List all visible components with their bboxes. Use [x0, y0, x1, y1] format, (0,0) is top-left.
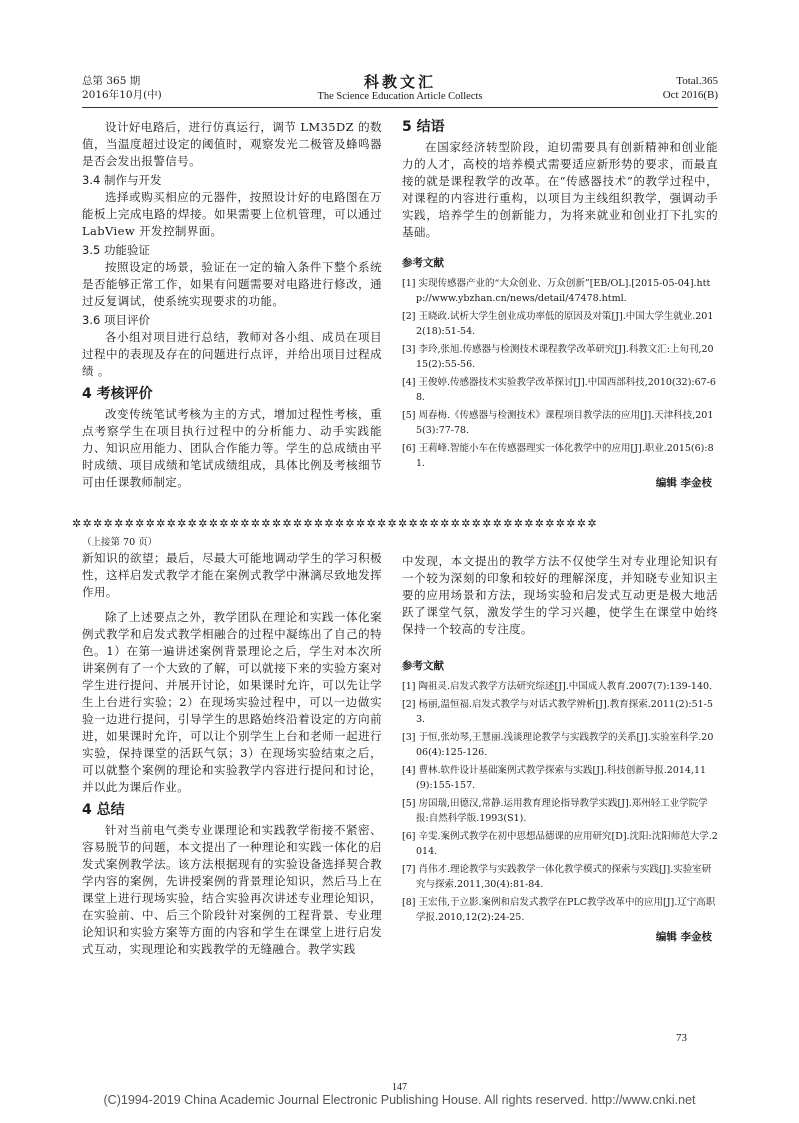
copyright-footer: (C)1994-2019 China Academic Journal Electronic Publishing House. All rights reserved. http://www.cnki.net [103, 1093, 696, 1107]
running-header [82, 74, 718, 106]
paragraph: 除了上述要点之外，教学团队在理论和实践一体化案例式教学和启发式教学相融合的过程中凝练出了自己的特色。1）在第一遍讲述案例背景理论之后，学生对本次所讲案例有了一个大致的了解，可以就接下来的实验方案对学生进行提问、并展开讨论，如果课时允许，可以先让学生上台进行实验；2）在现场实验过程中，可以一边做实验一边进行提问，引导学生的思路始终沿着设定的方向前进，如果课时允许，可以让个别学生上台和老师一起进行实验，保持课堂的活跃气氛；3）在现场实验结束之后，可以就整个案例的理论和实验教学内容进行提问和讨论，并以此为课后作业。 [82, 610, 382, 794]
section-heading-5: 5 结语 [402, 119, 445, 135]
reference-item: [1] 陶祖灵.启发式教学方法研究综述[J].中国成人教育.2007(7):139-140. [402, 681, 713, 692]
references-heading: 参考文献 [402, 660, 444, 672]
header-center [82, 74, 718, 103]
section-heading-3-4: 3.4 制作与开发 [82, 173, 162, 187]
reference-item: [7] 肖伟才.理论教学与实践教学一体化教学模式的探索与实践[J].实验室研究与探索.2011,30(4):81-84. [402, 864, 712, 890]
editor-credit: 编辑 李金枝 [655, 931, 712, 943]
paragraph: 新知识的欲望；最后，尽最大可能地调动学生的学习积极性，这样启发式教学才能在案例式教学中淋漓尽致地发挥作用。 [82, 551, 382, 599]
star-separator: ✲✲✲✲✲✲✲✲✲✲✲✲✲✲✲✲✲✲✲✲✲✲✲✲✲✲✲✲✲✲✲✲✲✲✲✲✲✲✲✲✲✲✲✲✲✲✲✲✲✲ [72, 517, 598, 530]
paragraph: 在国家经济转型阶段，迫切需要具有创新精神和创业能力的人才，高校的培养模式需要适应新形势的要求，而最直接的就是课程教学的改革。在“传感器技术”的教学过程中，对课程的内容进行重构，以项目为主线组织教学，强调动手实践，培养学生的创新能力，为将来就业和创业打下扎实的基础。 [402, 140, 718, 239]
journal-logo-cn: 科教文汇 [363, 73, 436, 91]
reference-item: [2] 杨丽,温恒福.启发式教学与对话式教学辨析[J].教育探索.2011(2):51-53. [402, 699, 713, 725]
pdf-page-number: 147 [392, 1082, 407, 1093]
reference-item: [6] 王莉峰.智能小车在传感器理实一体化教学中的应用[J].职业.2015(6):81. [402, 443, 714, 469]
paragraph: 设计好电路后，进行仿真运行，调节 LM35DZ 的数值，当温度超过设定的阈值时，观察发光二极管及蜂鸣器是否会发出报警信号。 [82, 120, 382, 168]
top-left-column [82, 119, 382, 491]
page-number: 73 [676, 1032, 687, 1044]
reference-item: [5] 房国瑞,田德汉,常静.运用教育理论指导教学实践[J].郑州轻工业学院学报:自然科学版.1993(S1). [402, 798, 708, 824]
bottom-right-column [402, 553, 718, 944]
bottom-left-column [82, 534, 382, 958]
editor-credit: 编辑 李金枝 [655, 477, 712, 489]
reference-item: [4] 曹林.软件设计基础案例式教学探索与实践[J].科技创新导报.2014,11(9):155-157. [402, 765, 707, 791]
reference-item: [5] 周春梅.《传感器与检测技术》课程项目教学法的应用[J].天津科技,2015(3):77-78. [402, 410, 714, 436]
paragraph: 按照设定的场景，验证在一定的输入条件下整个系统是否能够正常工作，如果有问题需要对电路进行修改，通过反复调试，使系统实现要求的功能。 [82, 260, 382, 308]
paragraph: 中发现，本文提出的教学方法不仅使学生对专业理论知识有一个较为深刻的印象和较好的理解深度，并知晓专业知识主要的应用场景和方法，现场实验和启发式互动更是极大地活跃了课堂气氛，激发学生的学习兴趣，使学生在课堂中始终保持一个较高的专注度。 [402, 554, 718, 636]
paragraph: 改变传统笔试考核为主的方式，增加过程性考核，重点考察学生在项目执行过程中的分析能力、动手实践能力、知识应用能力、团队合作能力等。学生的总成绩由平时成绩、项目成绩和笔试成绩组成，具体比例及考核细节可由任课教师制定。 [82, 407, 382, 489]
reference-item: [8] 王宏伟,于立影.案例和启发式教学在PLC教学改革中的应用[J].辽宁高职学报.2010,12(2):24-25. [402, 897, 716, 923]
journal-title-en: The Science Education Article Collects [317, 91, 483, 102]
reference-item: [3] 李玲,张旭.传感器与检测技术课程教学改革研究[J].科教文汇:上旬刊,2015(2):55-56. [402, 344, 714, 370]
references-heading: 参考文献 [402, 257, 444, 269]
header-rule [82, 107, 718, 108]
issue-number-en: Total.365 [676, 75, 718, 87]
issue-date-cn: 2016年10月(中) [82, 89, 162, 101]
reference-item: [1] 实现传感器产业的“大众创业、万众创新”[EB/OL].[2015-05-04].http://www.ybzhan.cn/news/detail/47478.html. [402, 278, 711, 304]
issue-date-en: Oct 2016(B) [662, 89, 718, 101]
header-right [663, 74, 718, 102]
reference-item: [6] 辛雯.案例式教学在初中思想品德课的应用研究[D].沈阳:沈阳师范大学.2014. [402, 831, 718, 857]
section-heading-4-summary: 4 总结 [82, 802, 125, 818]
continued-from-note: （上接第 70 页） [82, 537, 158, 548]
section-heading-3-6: 3.6 项目评价 [82, 313, 150, 327]
paragraph: 选择或购买相应的元器件，按照设计好的电路图在万能板上完成电路的焊接。如果需要上位机管理，可以通过 LabView 开发控制界面。 [82, 190, 382, 238]
section-heading-3-5: 3.5 功能验证 [82, 243, 150, 257]
paragraph: 针对当前电气类专业课理论和实践教学衔接不紧密、容易脱节的问题，本文提出了一种理论和实践一体化的启发式案例教学法。该方法根据现有的实验设备选择契合教学内容的案例，先讲授案例的背景理论知识，然后马上在课堂上进行现场实验，结合实验再次讲述专业理论知识，在实验前、中、后三个阶段针对案例的工程背景、专业理论知识和实验方案等方面的内容和学生在课堂上进行启发式互动，实现理论和实践教学的无缝融合。教学实践 [82, 823, 382, 956]
reference-item: [4] 王俊婷.传感器技术实验教学改革探讨[J].中国西部科技,2010(32):67-68. [402, 377, 716, 403]
paragraph: 各小组对项目进行总结，教师对各小组、成员在项目过程中的表现及存在的问题进行点评，并给出项目过程成绩 。 [82, 330, 382, 378]
section-heading-4: 4 考核评价 [82, 386, 153, 402]
top-right-column [402, 117, 718, 490]
reference-item: [3] 于恒,张幼琴,王慧丽.浅谈理论教学与实践教学的关系[J].实验室科学.2006(4):125-126. [402, 732, 714, 758]
issue-number-cn: 总第 365 期 [82, 75, 141, 87]
reference-item: [2] 王晓政.试析大学生创业成功率低的原因及对策[J].中国大学生就业.2012(18):51-54. [402, 311, 714, 337]
